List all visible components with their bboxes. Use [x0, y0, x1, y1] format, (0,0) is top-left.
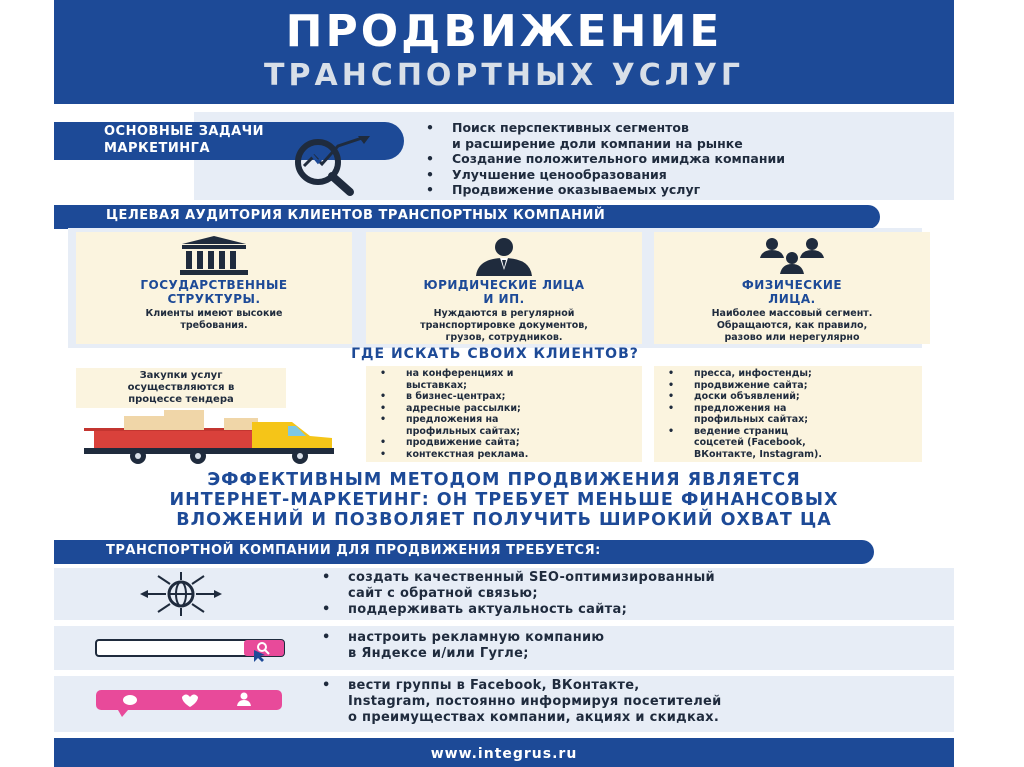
- list-item: • Улучшение ценообразования: [426, 166, 667, 182]
- list-item: профильных сайтах;: [406, 425, 521, 437]
- tasks-list: [422, 120, 952, 198]
- list-item: профильных сайтах;: [694, 414, 809, 425]
- channels-box-individuals: [654, 366, 922, 462]
- header-banner: [54, 0, 954, 104]
- internet-marketing-statement: ЭФФЕКТИВНЫМ МЕТОДОМ ПРОДВИЖЕНИЯ ЯВЛЯЕТСЯ ИНТЕРНЕТ-МАРКЕТИНГ: ОН ТРЕБУЕТ МЕНЬШЕ ФИНАНСОВЫХ ВЛОЖЕНИЙ И ПОЗВОЛЯЕТ ПОЛУЧИТЬ ШИРОКИЙ ОХВАТ ЦА: [169, 470, 839, 530]
- list-item: • поддерживать актуальность сайта;: [322, 602, 628, 617]
- businessman-icon: [366, 236, 642, 276]
- list-item: • адресные рассылки;: [380, 402, 521, 414]
- social-notifications-icon: [94, 688, 286, 718]
- list-item: • продвижение сайта;: [668, 379, 808, 391]
- channels-list-business: [366, 366, 642, 460]
- audience-card-description: Клиенты имеют высокие требования.: [145, 308, 283, 331]
- list-item: соцсетей (Facebook,: [694, 437, 806, 448]
- list-item: • Поиск перспективных сегментов: [426, 120, 689, 135]
- infographic-sheet: [54, 0, 954, 767]
- list-item: • продвижение сайта;: [380, 437, 520, 448]
- audience-card-legal-entities: [366, 232, 642, 344]
- government-building-icon: [76, 236, 352, 276]
- magnifier-chart-icon: [266, 136, 396, 196]
- requirement-list: [314, 570, 715, 618]
- channels-list-individuals: [654, 366, 922, 460]
- search-bar-icon: [94, 638, 286, 662]
- list-item: • на конференциях и: [380, 368, 514, 379]
- list-item: • в бизнес-центрах;: [380, 391, 506, 402]
- globe-network-icon: [116, 570, 246, 618]
- channels-box-business: [366, 366, 642, 462]
- list-item: • создать качественный SEO-оптимизированный: [322, 570, 715, 585]
- list-item: в Яндексе и/или Гугле;: [348, 646, 529, 661]
- list-item: о преимуществах компании, акциях и скидках.: [348, 710, 720, 725]
- page-title: ПРОДВИЖЕНИЕ: [285, 6, 723, 57]
- list-item: • Продвижение оказываемых услуг: [426, 182, 701, 197]
- list-item: выставках;: [406, 379, 467, 391]
- list-item: • предложения на: [380, 414, 499, 425]
- requirement-row-ads: [54, 626, 954, 670]
- audience-section-title: ЦЕЛЕВАЯ АУДИТОРИЯ КЛИЕНТОВ ТРАНСПОРТНЫХ КОМПАНИЙ: [106, 208, 606, 223]
- people-group-icon: [654, 236, 930, 276]
- list-item: • Создание положительного имиджа компании: [426, 151, 785, 166]
- footer-bar: [54, 738, 954, 767]
- list-item: • настроить рекламную компанию: [322, 630, 605, 645]
- tasks-label-line2: МАРКЕТИНГА: [104, 141, 211, 156]
- list-item: Instagram, постоянно информируя посетителей: [348, 694, 722, 709]
- list-item: • вести группы в Facebook, ВКонтакте,: [322, 678, 640, 693]
- audience-section-bar: [54, 205, 880, 229]
- footer-url-link[interactable]: www.integrus.ru: [430, 746, 578, 762]
- tender-note: Закупки услуг осуществляются в процессе тендера: [76, 368, 286, 408]
- requirements-section-bar: [54, 540, 874, 564]
- audience-card-title: ГОСУДАРСТВЕННЫЕ СТРУКТУРЫ.: [140, 278, 288, 306]
- list-item: и расширение доли компании на рынке: [452, 135, 743, 151]
- audience-card-government: [76, 232, 352, 344]
- requirement-row-social: [54, 676, 954, 732]
- list-item: • пресса, инфостенды;: [668, 368, 812, 379]
- audience-card-title: ЮРИДИЧЕСКИЕ ЛИЦА И ИП.: [423, 278, 585, 306]
- audience-card-individuals: [654, 232, 930, 344]
- requirement-row-seo: [54, 568, 954, 620]
- list-item: ВКонтакте, Instagram).: [694, 448, 822, 460]
- cargo-truck-icon: [74, 408, 344, 466]
- list-item: сайт с обратной связью;: [348, 586, 538, 601]
- audience-card-title: ФИЗИЧЕСКИЕ ЛИЦА.: [741, 278, 843, 306]
- page-subtitle: ТРАНСПОРТНЫХ УСЛУГ: [264, 58, 744, 93]
- audience-card-description: Нуждаются в регулярной транспортировке документов, грузов, сотрудников.: [420, 308, 588, 343]
- requirement-list: [314, 630, 604, 662]
- list-item: • доски объявлений;: [668, 391, 800, 402]
- list-item: • предложения на: [668, 402, 787, 414]
- requirement-list: [314, 678, 722, 726]
- list-item: • ведение страниц: [668, 425, 789, 437]
- requirements-section-title: ТРАНСПОРТНОЙ КОМПАНИИ ДЛЯ ПРОДВИЖЕНИЯ ТРЕБУЕТСЯ:: [106, 543, 601, 558]
- tasks-label-line1: ОСНОВНЫЕ ЗАДАЧИ: [104, 124, 265, 139]
- audience-card-description: Наиболее массовый сегмент. Обращаются, как правило, разово или нерегулярно: [711, 308, 873, 343]
- where-section-title: ГДЕ ИСКАТЬ СВОИХ КЛИЕНТОВ?: [351, 346, 639, 362]
- list-item: • контекстная реклама.: [380, 448, 529, 460]
